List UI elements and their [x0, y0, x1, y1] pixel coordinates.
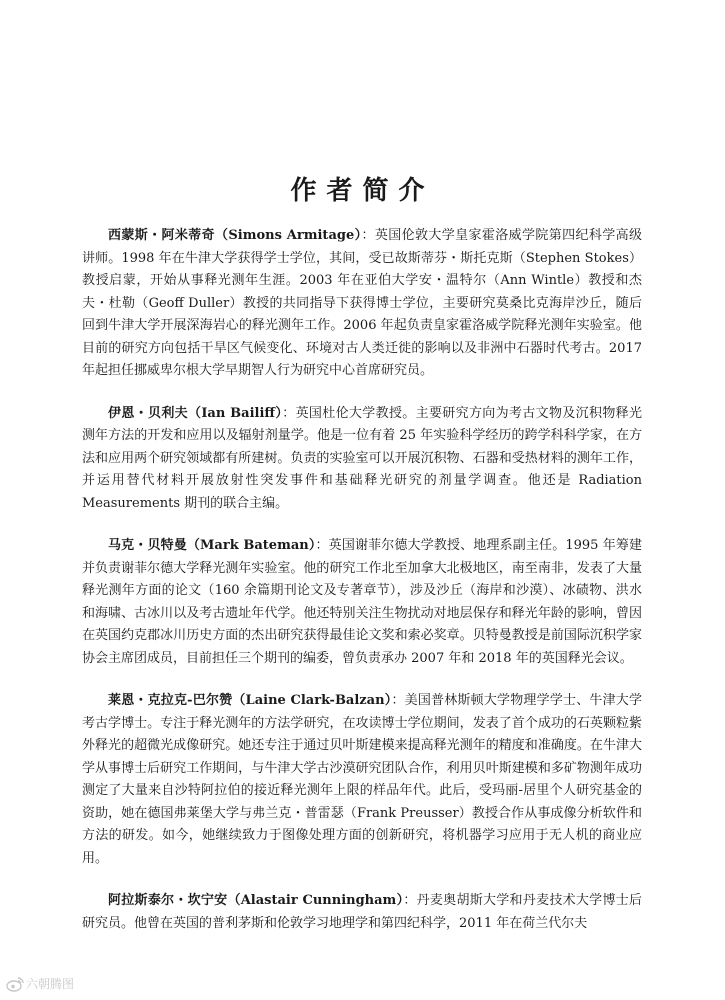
author-name: 阿拉斯泰尔・坎宁安（Alastair Cunningham）	[108, 893, 404, 908]
author-bio-text: ：英国伦敦大学皇家霍洛威学院第四纪科学高级讲师。1998 年在牛津大学获得学士学位，其间，受已故斯蒂芬・斯托克斯（Stephen Stokes）教授启蒙，开始从事释光测年生涯。2003 年在亚伯大学安・温特尔（Ann Wintle）教授和杰夫・杜勒（Geoff Duller）教授的共同指导下获得博士学位，主要研究莫桑比克海岸沙丘，随后回到牛津大学开展深海岩心的释光测年工作。2006 年起负责皇家霍洛威学院释光测年实验室。他目前的研究方向包括干旱区气候变化、环境对古人类迁徙的影响以及非洲中石器时代考古。2017 年起担任挪威卑尔根大学早期智人行为研究中心首席研究员。	[82, 228, 642, 378]
author-bio-text: ：英国谢菲尔德大学教授、地理系副主任。1995 年筹建并负责谢菲尔德大学释光测年实验室。他的研究工作北至加拿大北极地区，南至南非，发表了大量释光测年方面的论文（160 余篇期刊论文及专著章节），涉及沙丘（海岸和沙漠）、冰碛物、洪水和海啸、古冰川以及考古遗址年代学。他还特别关注生物扰动对地层保存和释光年龄的影响，曾因在英国约克郡冰川历史方面的杰出研究获得最佳论文奖和索必奖章。贝特曼教授是前国际沉积学家协会主席团成员，目前担任三个期刊的编委，曾负责承办 2007 年和 2018 年的英国释光会议。	[82, 538, 643, 666]
bio-paragraph	[82, 225, 642, 383]
bio-paragraph	[82, 535, 642, 670]
author-name: 伊恩・贝利夫（Ian Bailiff）	[108, 405, 283, 421]
bio-list	[82, 225, 642, 955]
bio-paragraph	[82, 403, 642, 516]
author-bio-text: ：美国普林斯顿大学物理学学士、牛津大学考古学博士。专注于释光测年的方法学研究，在攻读博士学位期间，发表了首个成功的石英颗粒紫外释光的超微光成像研究。她还专注于通过贝叶斯建模来提高释光测年的精度和准确度。在牛津大学从事博士后研究工作期间，与牛津大学古沙漠研究团队合作，利用贝叶斯建模和多矿物测年成功测定了大量来自沙特阿拉伯的接近释光测年上限的样品年代。此后，受玛丽-居里个人研究基金的资助，她在德国弗莱堡大学与弗兰克・普雷瑟（Frank Preusser）教授合作从事成像分析软件和方法的研发。如今，她继续致力于图像处理方面的创新研究，将机器学习应用于无人机的商业应用。	[82, 693, 642, 866]
author-bio-text: ：丹麦奥胡斯大学和丹麦技术大学博士后研究员。他曾在英国的普利茅斯和伦敦学习地理学和第四纪科学，2011 年在荷兰代尔夫	[82, 893, 642, 931]
author-bio-text: ：英国杜伦大学教授。主要研究方向为考古文物及沉积物释光测年方法的开发和应用以及辐射剂量学。他是一位有着 25 年实验科学经历的跨学科科学家，在方法和应用两个研究领域都有所建树。负责的实验室可以开展沉积物、石器和受热材料的测年工作，并运用替代材料开展放射性突发事件和基础释光研究的剂量学调查。他还是 Radiation Measurements 期刊的联合主编。	[82, 405, 642, 511]
author-name: 西蒙斯・阿米蒂奇（Simons Armitage）	[108, 228, 362, 243]
watermark	[6, 975, 74, 992]
watermark-text: 六朝腾图	[26, 977, 75, 991]
bio-paragraph	[82, 690, 642, 870]
author-name: 莱恩・克拉克-巴尔赞（Laine Clark-Balzan）	[108, 693, 392, 708]
bio-paragraph	[82, 890, 642, 935]
author-name: 马克・贝特曼（Mark Bateman）	[108, 538, 316, 553]
weibo-icon	[6, 976, 24, 992]
page-title: 作者简介	[290, 176, 435, 206]
